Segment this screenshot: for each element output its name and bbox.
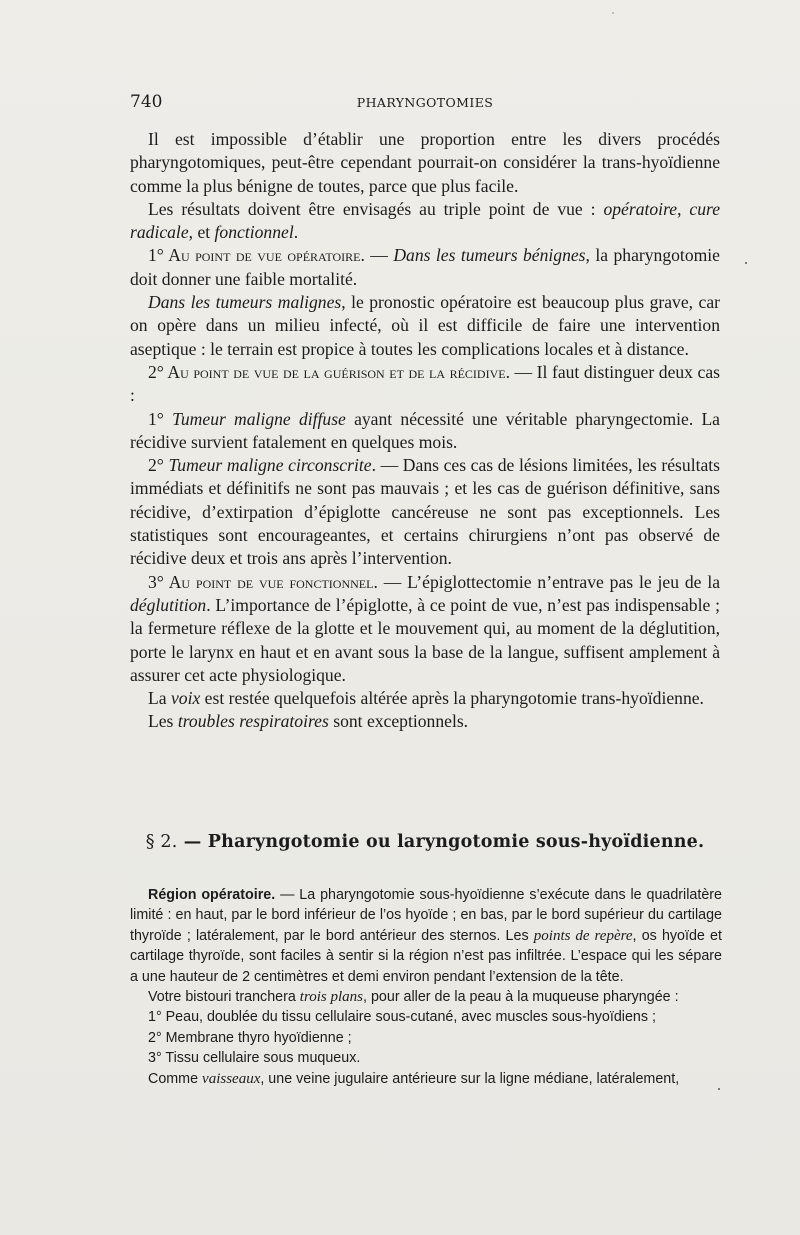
print-speck xyxy=(718,1088,720,1090)
paragraph-proportion: Il est impossible d’établir une proportion entre les divers procédés pharyngotomiques, peut-être cependant pourrait-on considérer la trans-hyoïdienne comme la plus bénigne de toutes, parce que plus facile. xyxy=(130,129,720,196)
section-number: § 2. xyxy=(145,832,178,852)
paragraph-diffuse: 1° Tumeur maligne diffuse ayant nécessité une véritable pharyngectomie. La récidive survient fatalement en quelques mois. xyxy=(130,408,720,452)
paragraph-respiratory: Les troubles respiratoires sont exceptionnels. xyxy=(148,711,469,732)
print-speck xyxy=(745,262,747,264)
paragraph-functional: 3° Au point de vue fonctionnel. — L’épiglottectomie n’entrave pas le jeu de la déglutition. L’importance de l’épiglotte, à ce point de vue, n’est pas indispensable ; la fermeture réflexe de la glotte et le mouvement qui, au moment de la déglutition, porte le larynx en haut et en avant sous la base de la langue, suffisent amplement à assurer cet acte physiologique. xyxy=(130,571,721,685)
section-title: Pharyngotomie ou laryngotomie sous-hyoïdienne. xyxy=(207,832,705,852)
paragraph-vessels: Comme vaisseaux, une veine jugulaire antérieure sur la ligne médiane, latéralement, xyxy=(148,1070,680,1087)
small-print-text xyxy=(130,885,722,1089)
paragraph-malignant: Dans les tumeurs malignes, le pronostic opératoire est beaucoup plus grave, car on opère dans un milieu infecté, où il est difficile de faire une intervention aseptique : le terrain est propice à toutes les complications locales et à distance. xyxy=(130,292,720,359)
paragraph-three-planes: Votre bistouri tranchera trois plans, pour aller de la peau à la muqueuse pharyngée : xyxy=(148,989,679,1006)
paragraph-operative-region: Région opératoire. — La pharyngotomie sous-hyoïdienne s’exécute dans le quadrilatère limité : en haut, par le bord inférieur de l’os hyoïde ; en bas, par le bord supérieur du cartilage thyroïde ; latéralement, par le bord antérieur des sternos. Les points de repère, os hyoïde et cartilage thyroïde, sont faciles à sentir si la région n’est pas infiltrée. L’espace qui les sépare a une hauteur de 2 centimètres et demi environ pendant l’extension de la tête. xyxy=(130,887,722,985)
paragraph-results: Les résultats doivent être envisagés au triple point de vue : opératoire, cure radicale, et fonctionnel. xyxy=(130,198,721,243)
list-item: 1° Peau, doublée du tissu cellulaire sous-cutané, avec muscles sous-hyoïdiens ; xyxy=(148,1009,656,1026)
page-header xyxy=(130,92,720,114)
main-text xyxy=(130,128,720,734)
section-heading: § 2. — Pharyngotomie ou laryngotomie sous-hyoïdienne. xyxy=(145,832,705,852)
print-speck xyxy=(612,12,614,14)
paragraph-recurrence: 2° Au point de vue de la guérison et de la récidive. — Il faut distinguer deux cas : xyxy=(130,361,720,406)
paragraph-voice: La voix est restée quelquefois altérée après la pharyngotomie trans-hyoïdienne. xyxy=(148,688,704,709)
paragraph-operative: 1° Au point de vue opératoire. — Dans les tumeurs bénignes, la pharyngotomie doit donner une faible mortalité. xyxy=(130,245,720,289)
paragraph-circumscribed: 2° Tumeur maligne circonscrite. — Dans ces cas de lésions limitées, les résultats immédiats et définitifs ne sont pas mauvais ; et les cas de guérison définitive, sans récidive, d’extirpation d’épiglotte cancéreuse ne sont pas exceptionnels. Les statistiques sont encourageantes, et certains chirurgiens n’ont pas observé de récidive deux et trois ans après l’intervention. xyxy=(130,455,721,569)
lead-heading: Région opératoire. xyxy=(148,887,276,903)
list-item: 2° Membrane thyro hyoïdienne ; xyxy=(148,1029,352,1046)
list-item: 3° Tissu cellulaire sous muqueux. xyxy=(148,1050,361,1067)
running-title: PHARYNGOTOMIES xyxy=(356,95,494,110)
page-number: 740 xyxy=(130,92,163,112)
